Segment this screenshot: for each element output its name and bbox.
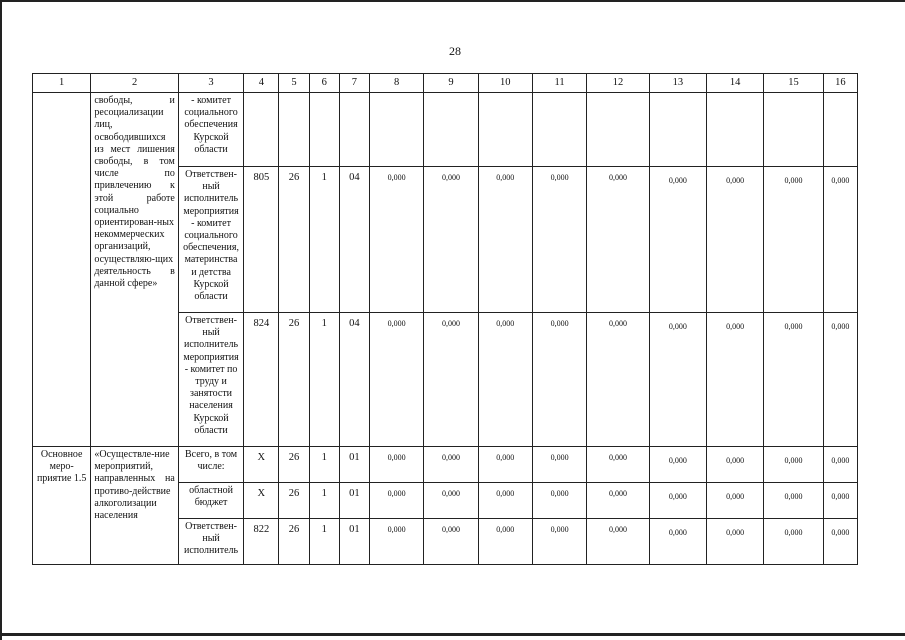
value-cell — [823, 93, 857, 167]
scan-border-left — [0, 0, 2, 640]
scan-border-bottom — [0, 633, 905, 636]
col-header: 15 — [764, 74, 823, 93]
executor-cell: Ответствен-ный исполнитель — [178, 519, 243, 565]
value-cell: 0,000 — [424, 313, 478, 447]
value-cell: 0,000 — [649, 519, 706, 565]
value-cell: 0,000 — [424, 447, 478, 483]
col-header: 7 — [339, 74, 369, 93]
grbs-cell: 822 — [244, 519, 279, 565]
value-cell: 0,000 — [369, 519, 423, 565]
rz-cell: 26 — [279, 483, 309, 519]
col-header: 8 — [369, 74, 423, 93]
pr-cell: 1 — [309, 167, 339, 313]
value-cell: 0,000 — [823, 313, 857, 447]
value-cell: 0,000 — [707, 447, 764, 483]
value-cell — [532, 93, 586, 167]
value-cell: 0,000 — [532, 519, 586, 565]
value-cell: 0,000 — [649, 483, 706, 519]
value-cell: 0,000 — [369, 167, 423, 313]
col-header: 2 — [91, 74, 179, 93]
value-cell: 0,000 — [532, 167, 586, 313]
value-cell: 0,000 — [478, 313, 532, 447]
value-cell: 0,000 — [764, 483, 823, 519]
value-cell: 0,000 — [823, 519, 857, 565]
executor-cell: Ответствен-ный исполнитель мероприятия - комитет по труду и занятости населения Курской области — [178, 313, 243, 447]
grbs-cell: 805 — [244, 167, 279, 313]
table-row — [33, 447, 858, 483]
executor-cell: Всего, в том числе: — [178, 447, 243, 483]
value-cell: 0,000 — [707, 483, 764, 519]
value-cell: 0,000 — [587, 447, 649, 483]
value-cell: 0,000 — [823, 447, 857, 483]
value-cell: 0,000 — [424, 483, 478, 519]
value-cell: 0,000 — [369, 447, 423, 483]
csr-cell — [339, 93, 369, 167]
rz-cell: 26 — [279, 313, 309, 447]
page-number: 28 — [449, 44, 461, 58]
value-cell: 0,000 — [587, 167, 649, 313]
value-cell: 0,000 — [823, 167, 857, 313]
event-name-cell: свободы, и ресоциализации лиц, освободившихся из мест лишения свободы, в том числе по привлечению к этой работе социально ориентирован-ных некоммерческих организаций, осуществляю-щих деятельность в данной сфере» — [91, 93, 179, 447]
value-cell: 0,000 — [532, 447, 586, 483]
col-header: 9 — [424, 74, 478, 93]
value-cell: 0,000 — [532, 483, 586, 519]
csr-cell: 04 — [339, 167, 369, 313]
value-cell: 0,000 — [478, 483, 532, 519]
status-cell: Основное меро-приятие 1.5 — [33, 447, 91, 565]
col-header: 12 — [587, 74, 649, 93]
pr-cell: 1 — [309, 483, 339, 519]
value-cell: 0,000 — [707, 167, 764, 313]
csr-cell: 01 — [339, 483, 369, 519]
pr-cell — [309, 93, 339, 167]
value-cell — [369, 93, 423, 167]
col-header: 6 — [309, 74, 339, 93]
value-cell: 0,000 — [764, 519, 823, 565]
table-row — [33, 93, 858, 167]
col-header: 3 — [178, 74, 243, 93]
grbs-cell: X — [244, 447, 279, 483]
col-header: 14 — [707, 74, 764, 93]
value-cell: 0,000 — [649, 167, 706, 313]
value-cell — [764, 93, 823, 167]
value-cell: 0,000 — [707, 313, 764, 447]
column-number-row — [33, 74, 858, 93]
pr-cell: 1 — [309, 519, 339, 565]
grbs-cell — [244, 93, 279, 167]
value-cell: 0,000 — [707, 519, 764, 565]
col-header: 16 — [823, 74, 857, 93]
rz-cell — [279, 93, 309, 167]
csr-cell: 01 — [339, 519, 369, 565]
value-cell: 0,000 — [649, 313, 706, 447]
executor-cell: областной бюджет — [178, 483, 243, 519]
rz-cell: 26 — [279, 447, 309, 483]
executor-cell: - комитет социального обеспечения Курской области — [178, 93, 243, 167]
value-cell: 0,000 — [587, 483, 649, 519]
col-header: 11 — [532, 74, 586, 93]
value-cell: 0,000 — [649, 447, 706, 483]
csr-cell: 01 — [339, 447, 369, 483]
col-header: 1 — [33, 74, 91, 93]
value-cell: 0,000 — [823, 483, 857, 519]
scan-border-top — [0, 0, 905, 2]
rz-cell: 26 — [279, 167, 309, 313]
value-cell — [478, 93, 532, 167]
value-cell: 0,000 — [587, 313, 649, 447]
value-cell: 0,000 — [587, 519, 649, 565]
pr-cell: 1 — [309, 313, 339, 447]
value-cell — [424, 93, 478, 167]
value-cell: 0,000 — [764, 447, 823, 483]
col-header: 13 — [649, 74, 706, 93]
status-cell — [33, 93, 91, 447]
grbs-cell: X — [244, 483, 279, 519]
pr-cell: 1 — [309, 447, 339, 483]
event-name-cell: «Осуществле-ние мероприятий, направленных на противо-действие алкоголизации населения — [91, 447, 179, 565]
value-cell: 0,000 — [478, 167, 532, 313]
value-cell — [649, 93, 706, 167]
value-cell: 0,000 — [369, 483, 423, 519]
value-cell: 0,000 — [764, 167, 823, 313]
grbs-cell: 824 — [244, 313, 279, 447]
value-cell: 0,000 — [424, 519, 478, 565]
value-cell: 0,000 — [424, 167, 478, 313]
value-cell: 0,000 — [478, 519, 532, 565]
value-cell — [587, 93, 649, 167]
value-cell: 0,000 — [764, 313, 823, 447]
rz-cell: 26 — [279, 519, 309, 565]
col-header: 5 — [279, 74, 309, 93]
col-header: 10 — [478, 74, 532, 93]
executor-cell: Ответствен-ный исполнитель мероприятия - комитет социального обеспечения, материнства и детства Курской области — [178, 167, 243, 313]
value-cell — [707, 93, 764, 167]
csr-cell: 04 — [339, 313, 369, 447]
col-header: 4 — [244, 74, 279, 93]
value-cell: 0,000 — [478, 447, 532, 483]
value-cell: 0,000 — [369, 313, 423, 447]
budget-table — [32, 73, 858, 565]
value-cell: 0,000 — [532, 313, 586, 447]
